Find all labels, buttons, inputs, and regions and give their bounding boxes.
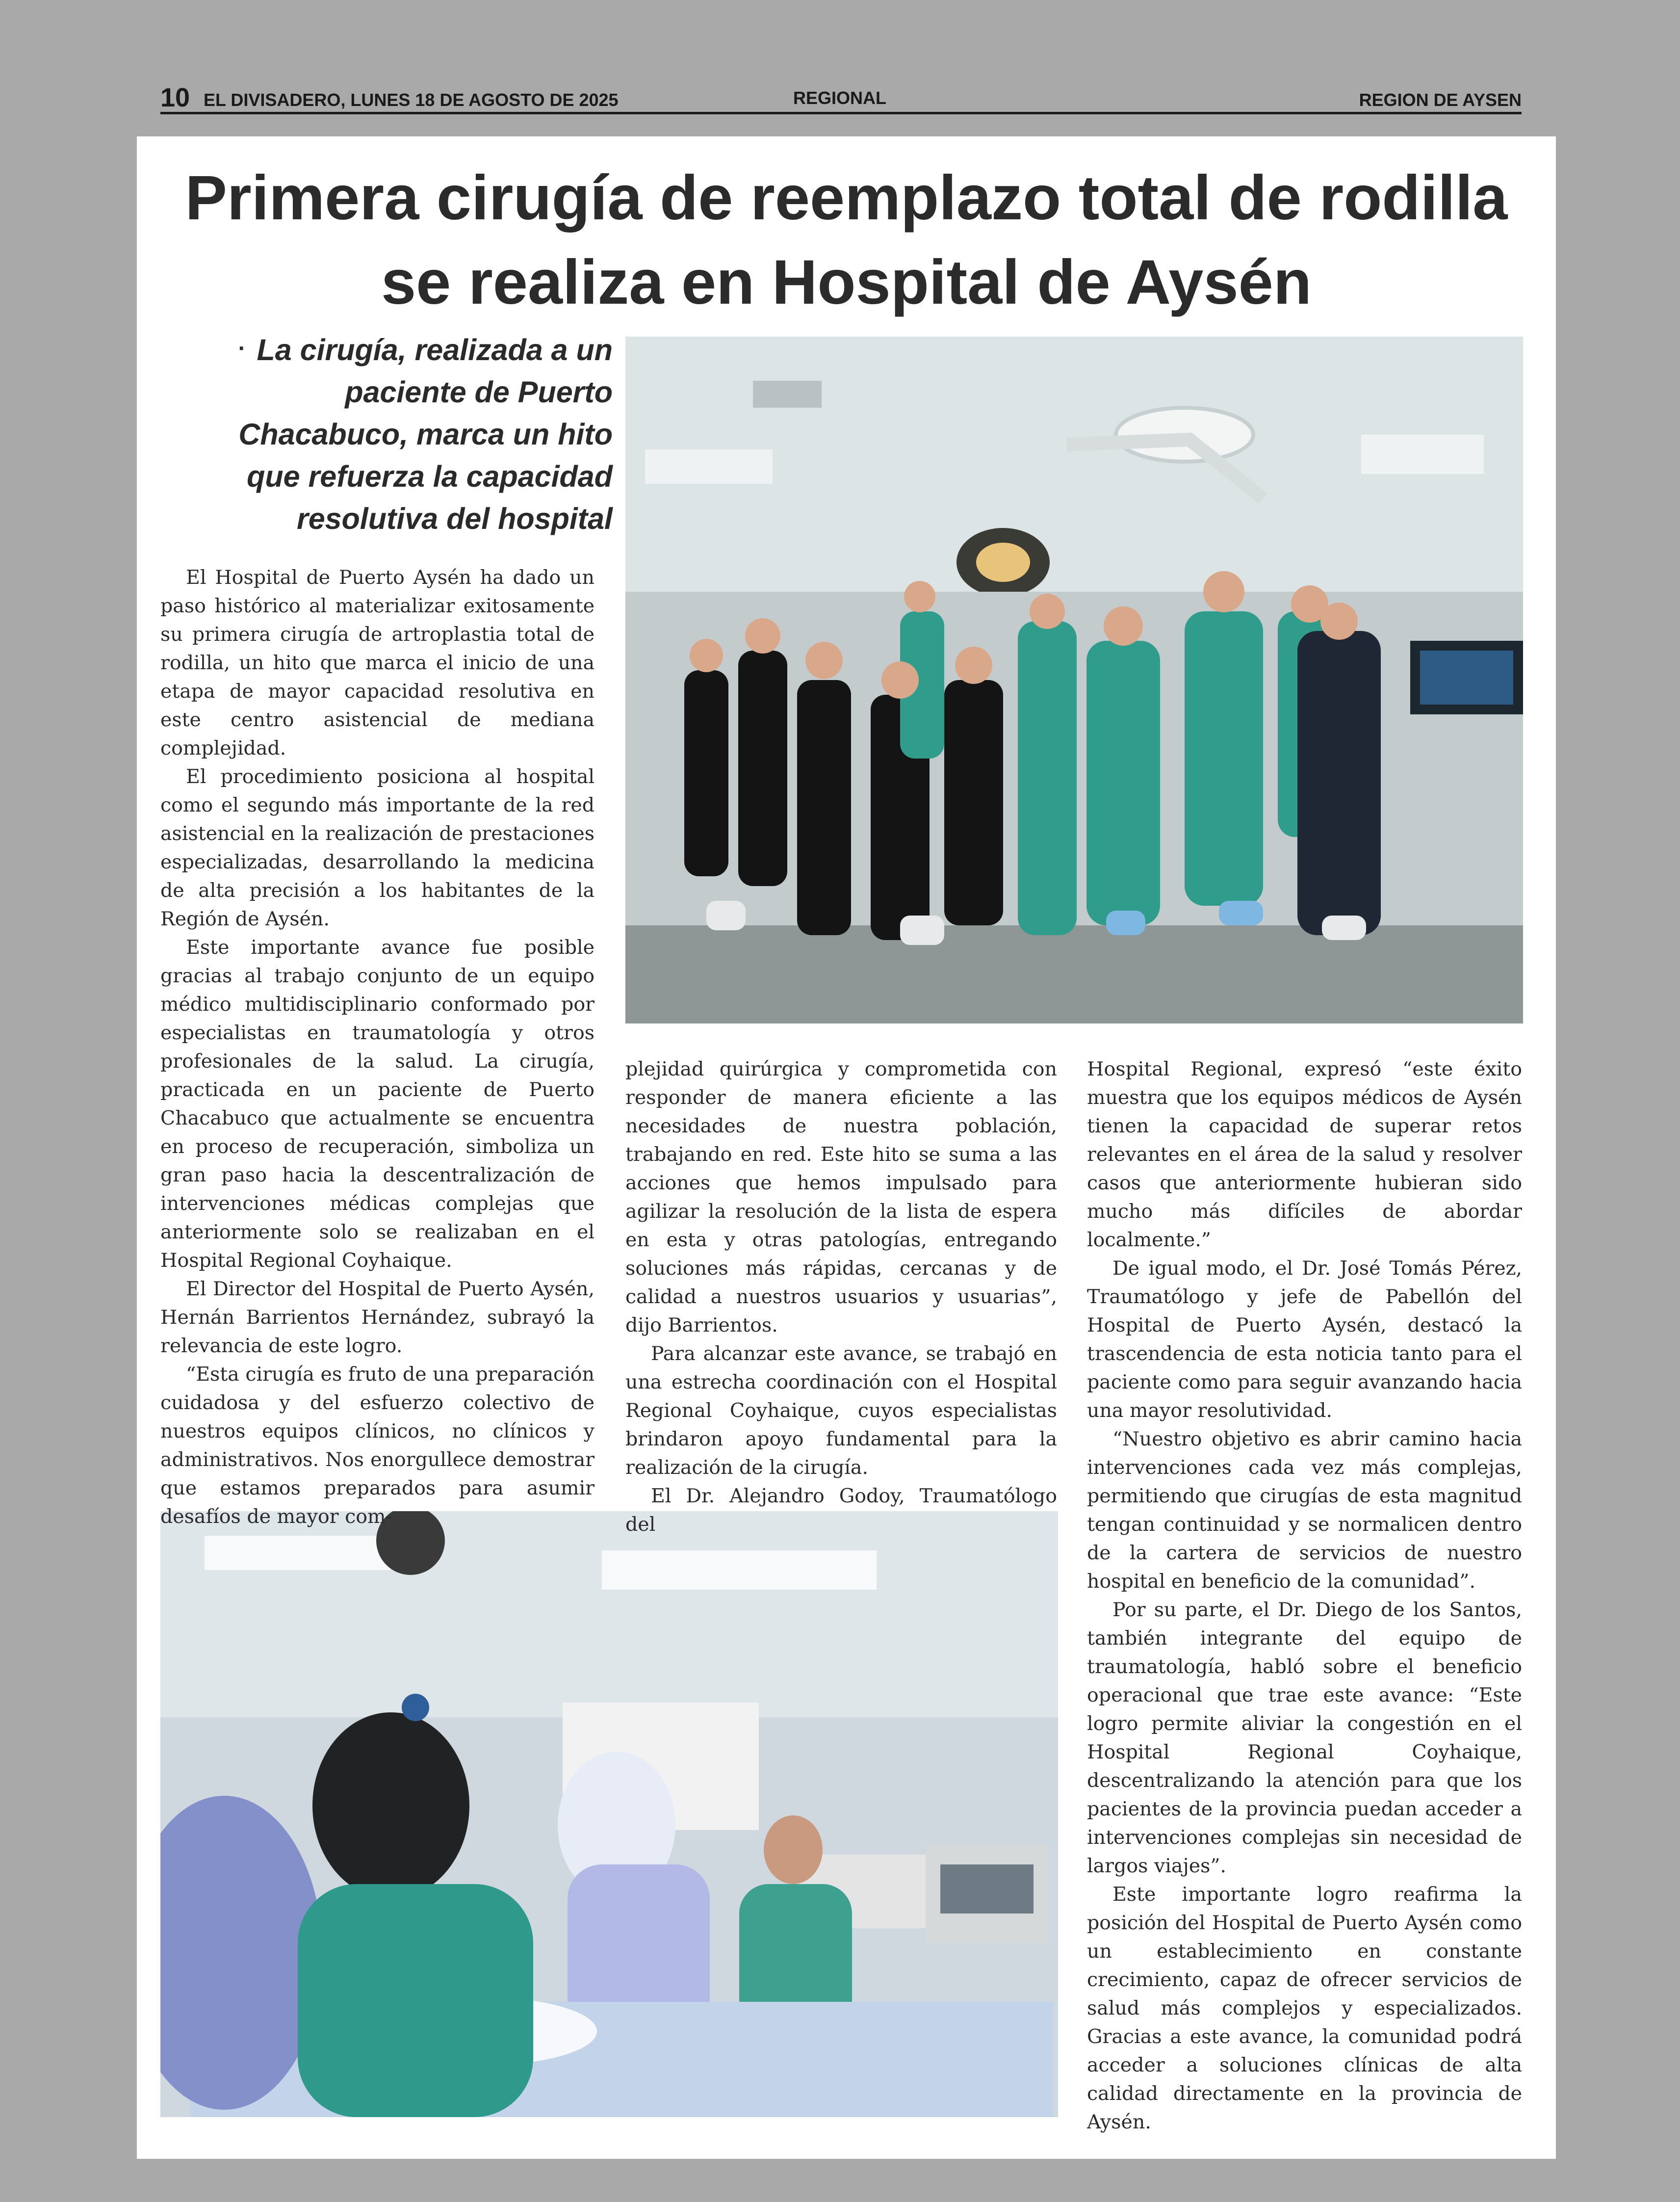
article-column-1 [160, 563, 594, 1603]
region-label: REGION DE AYSEN [1359, 90, 1522, 110]
paragraph: El Director del Hospital de Puerto Aysén, Hernán Barrientos Hernández, subrayó la relevancia de este logro. [160, 1278, 594, 1357]
lead-summary [201, 328, 613, 540]
page-header [160, 83, 1522, 114]
lead-bullet: · [238, 336, 246, 362]
team-photo-illustration [625, 337, 1523, 1023]
article-page [137, 136, 1556, 2159]
paragraph: “Esta cirugía es fruto de una preparación cuidadosa y del esfuerzo colectivo de nuestros equipos clínicos, no clínicos y administrativos. Nos enorgullece demostrar que estamos preparados para asumir desafíos de mayor com- [160, 1363, 594, 1528]
team-photo [625, 337, 1523, 1023]
headline [137, 156, 1556, 325]
paragraph: Hospital Regional, expresó “este éxito muestra que los equipos médicos de Aysén tienen la capacidad de superar retos relevantes en el área de la salud y resolver casos que anteriormente hubieran sido mucho más difíciles de abordar localmente.” [1087, 1058, 1522, 1251]
paragraph: Este importante avance fue posible gracias al trabajo conjunto de un equipo médico multidisciplinario conformado por especialistas en traumatología y otros profesionales de la salud. La cirugía, practicada en un paciente de Puerto Chacabuco que actualmente se encuentra en proceso de recuperación, simboliza un gran paso hacia la descentralización de intervenciones médicas complejas que anteriormente solo se realizaban en el Hospital Regional Coyhaique. [160, 936, 594, 1272]
publication-date: EL DIVISADERO, LUNES 18 DE AGOSTO DE 2025 [204, 90, 619, 110]
paragraph: Para alcanzar este avance, se trabajó en una estrecha coordinación con el Hospital Regional Coyhaique, cuyos especialistas brindaron apoyo fundamental para la realización de la cirugía. [625, 1342, 1057, 1479]
headline-line-2: se realiza en Hospital de Aysén [381, 247, 1312, 317]
paragraph: plejidad quirúrgica y comprometida con responder de manera eficiente a las necesidades de nuestra población, trabajando en red. Este hito se suma a las acciones que hemos impulsado para agilizar la resolución de la lista de espera en esta y otras patologías, entregando soluciones más rápidas, cercanas y de calidad a nuestros usuarios y usuarias”, dijo Barrientos. [625, 1058, 1057, 1337]
paragraph: De igual modo, el Dr. José Tomás Pérez, Traumatólogo y jefe de Pabellón del Hospital de Puerto Aysén, destacó la trascendencia de esta noticia tanto para el paciente como para seguir avanzando hacia una mayor resolutividad. [1087, 1257, 1522, 1422]
headline-line-1: Primera cirugía de reemplazo total de rodilla [185, 163, 1508, 233]
article-column-2 [625, 1055, 1057, 1614]
paragraph: El Dr. Alejandro Godoy, Traumatólogo del [625, 1485, 1057, 1536]
article-column-3 [1087, 1055, 1522, 2134]
page-number: 10 [160, 83, 190, 112]
paragraph: “Nuestro objetivo es abrir camino hacia intervenciones cada vez más complejas, permitiendo que cirugías de esta magnitud tengan continuidad y se normalicen dentro de la cartera de servicios de nuestro hospital en beneficio de la comunidad”. [1087, 1428, 1522, 1593]
paragraph: El Hospital de Puerto Aysén ha dado un paso histórico al materializar exitosamente su primera cirugía de artroplastia total de rodilla, un hito que marca el inicio de una etapa de mayor capacidad resolutiva en este centro asistencial de mediana complejidad. [160, 566, 594, 760]
section-label: REGIONAL [793, 88, 887, 108]
paragraph: Este importante logro reafirma la posición del Hospital de Puerto Aysén como un establecimiento en constante crecimiento, capaz de ofrecer servicios de salud más complejos y especializados. Gracias a este avance, la comunidad podrá acceder a soluciones clínicas de alta calidad directamente en la provincia de Aysén. [1087, 1883, 1522, 2133]
paragraph: El procedimiento posiciona al hospital como el segundo más importante de la red asistencial en la realización de prestaciones especializadas, desarrollando la medicina de alta precisión a los habitantes de la Región de Aysén. [160, 765, 594, 930]
paragraph: Por su parte, el Dr. Diego de los Santos, también integrante del equipo de traumatología, habló sobre el beneficio operacional que trae este avance: “Este logro permite aliviar la congestión en el Hospital Regional Coyhaique, descentralizando la atención para que los pacientes de la provincia puedan acceder a intervenciones complejas sin necesidad de largos viajes”. [1087, 1599, 1522, 1877]
lead-text: La cirugía, realizada a un paciente de Puerto Chacabuco, marca un hito que refuerza la capacidad resolutiva del hospital [238, 333, 613, 535]
